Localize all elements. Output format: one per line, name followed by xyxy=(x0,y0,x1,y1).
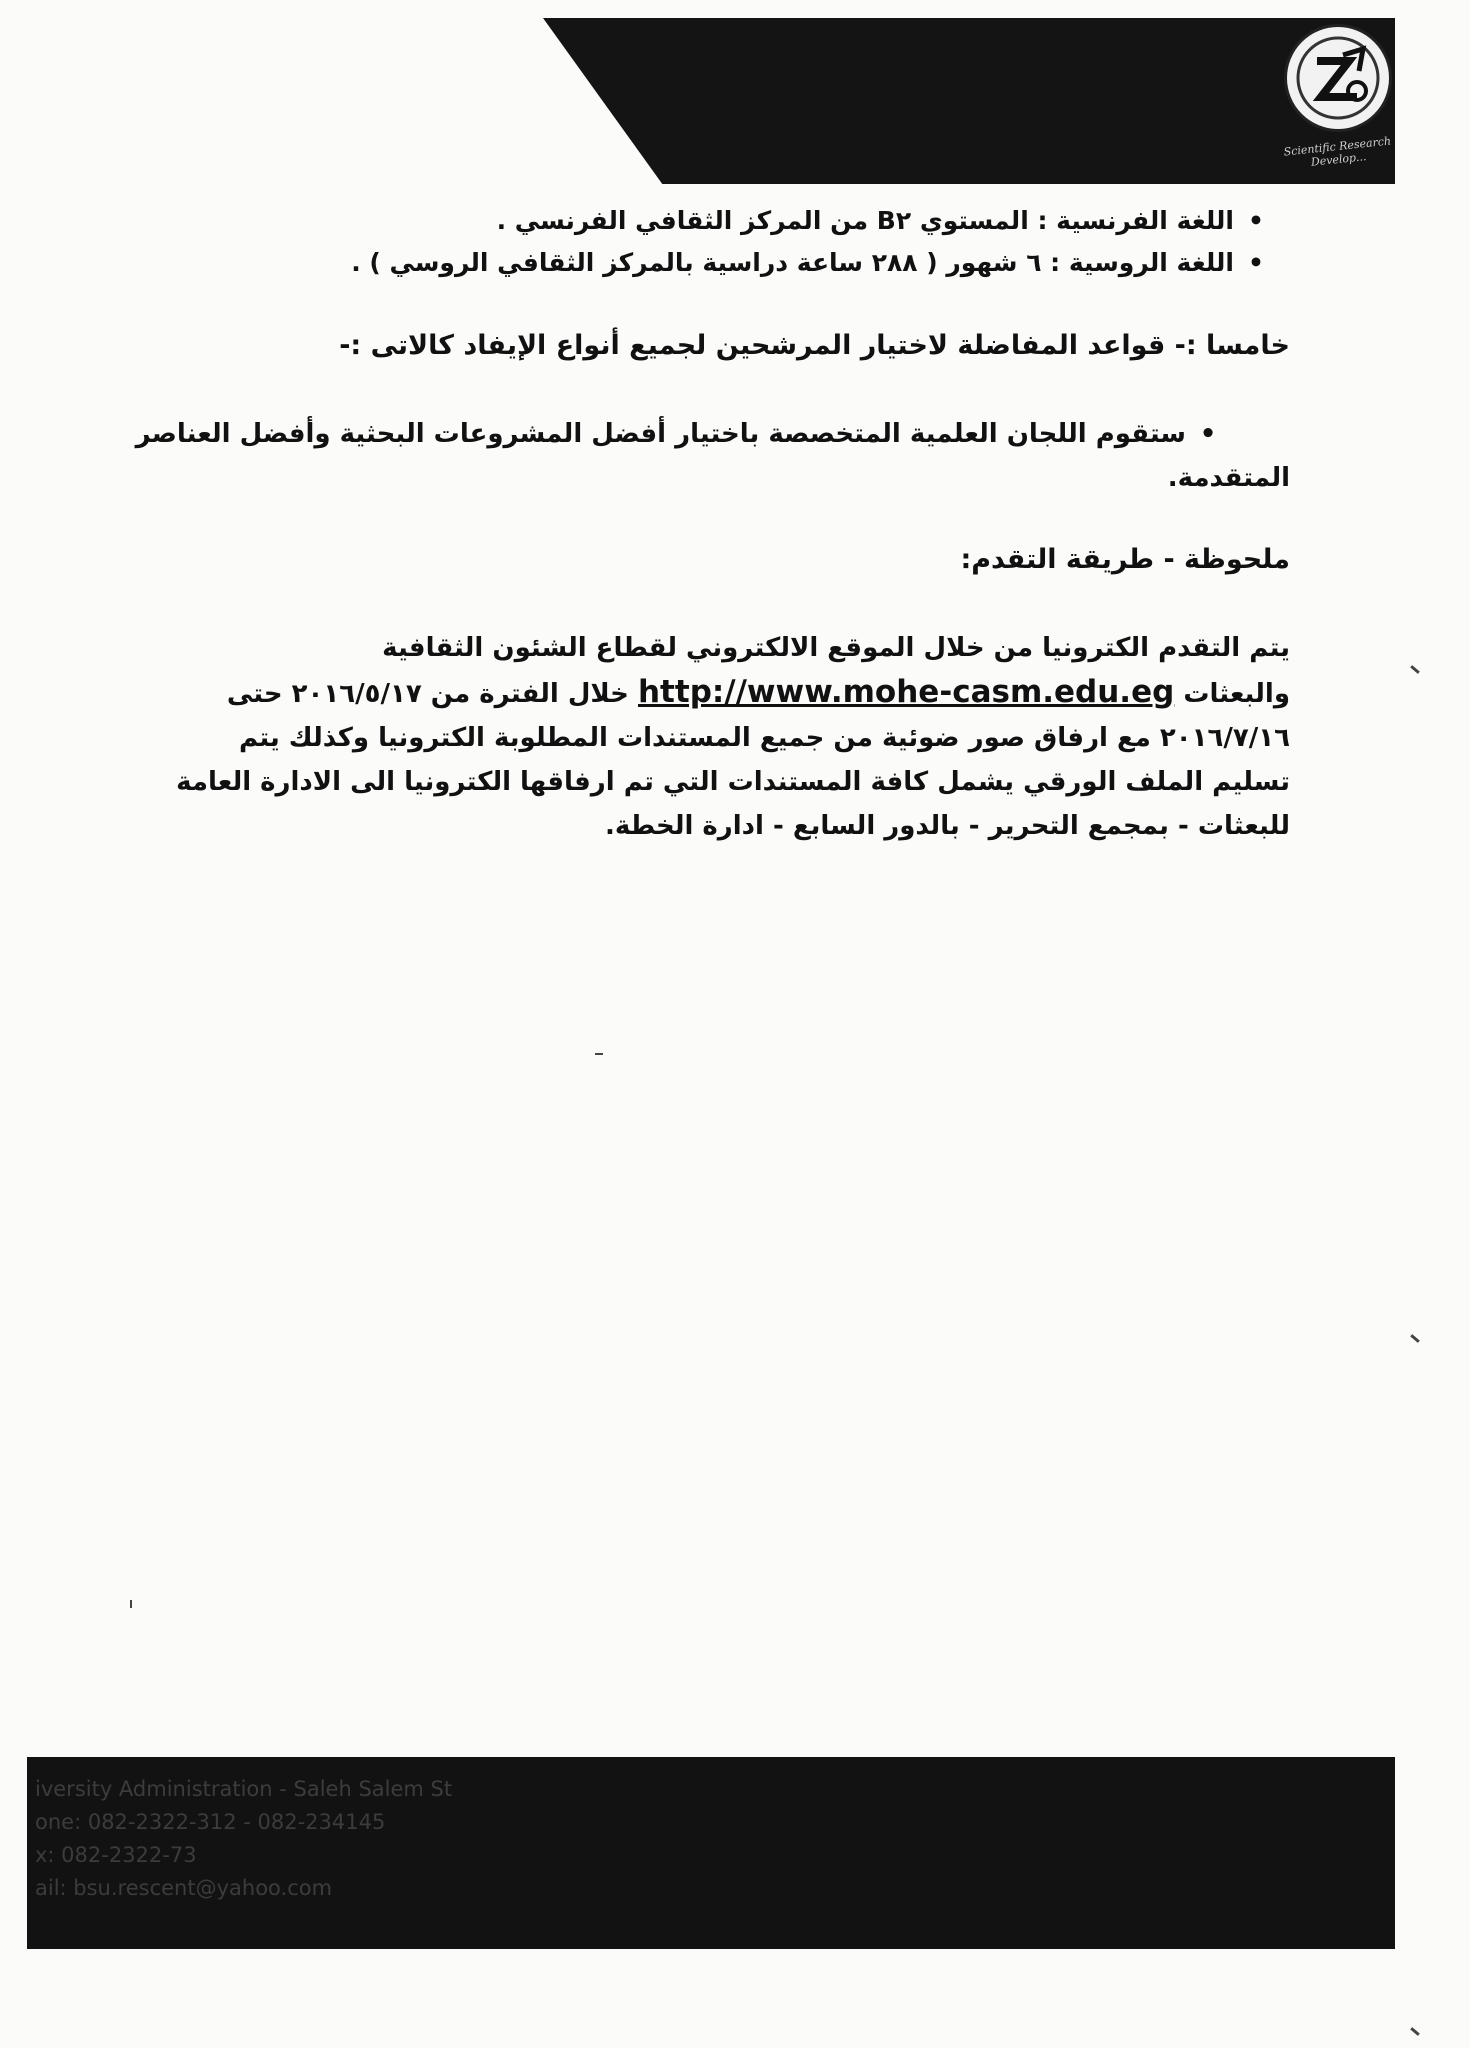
section-heading-selection: خامسا :- قواعد المفاضلة لاختيار المرشحين لجميع أنواع الإيفاد كالاتى :- xyxy=(339,330,1290,361)
scan-speck xyxy=(1410,665,1420,674)
logo-caption: Scientific Research Develop... xyxy=(1283,134,1392,169)
language-item-french: •اللغة الفرنسية : المستوي B٢ من المركز الثقافي الفرنسي . xyxy=(130,200,1290,242)
application-paragraph: يتم التقدم الكترونيا من خلال الموقع الالكتروني لقطاع الشئون الثقافية والبعثات http://www.mohe-casm.edu.eg خلال الفترة من ٢٠١٦/٥/١٧ حتى ٢٠١٦/٧/١٦ مع ارفاق صور ضوئية من جميع المستندات المطلوبة الكترونيا وكذلك يتم تسليم الملف الورقي يشمل كافة المستندات التي تم ارفاقها الكترونيا الى الادارة العامة للبعثات - بمجمع التحرير - بالدور السابع - ادارة الخطة. xyxy=(176,633,1290,841)
bullet-icon: • xyxy=(1248,206,1264,235)
scan-speck xyxy=(1410,2027,1420,2036)
ministry-website-link[interactable]: http://www.mohe-casm.edu.eg xyxy=(637,674,1175,710)
document-body xyxy=(130,200,1290,848)
footer-email: ail: bsu.rescent@yahoo.com xyxy=(35,1876,333,1900)
scan-speck xyxy=(130,1600,132,1608)
bullet-icon: • xyxy=(1199,419,1217,449)
scan-speck xyxy=(595,1053,603,1055)
scan-speck xyxy=(1410,1334,1420,1343)
footer-address: iversity Administration - Saleh Salem St xyxy=(35,1777,453,1801)
selection-rule-item: •ستقوم اللجان العلمية المتخصصة باختيار أفضل المشروعات البحثية وأفضل العناصر المتقدمة. xyxy=(130,412,1290,500)
note-heading: ملحوظة - طريقة التقدم: xyxy=(960,544,1290,575)
footer-contact xyxy=(35,1773,455,1905)
university-logo xyxy=(1284,24,1392,132)
footer-fax: x: 082-2322-73 xyxy=(35,1843,197,1867)
language-item-russian: •اللغة الروسية : ٦ شهور ( ٢٨٨ ساعة دراسية بالمركز الثقافي الروسي ) . xyxy=(130,242,1290,284)
footer-phone: one: 082-2322-312 - 082-234145 xyxy=(35,1810,386,1834)
header-banner xyxy=(543,18,1395,184)
footer-banner xyxy=(27,1757,1395,1949)
bullet-icon: • xyxy=(1248,248,1264,277)
